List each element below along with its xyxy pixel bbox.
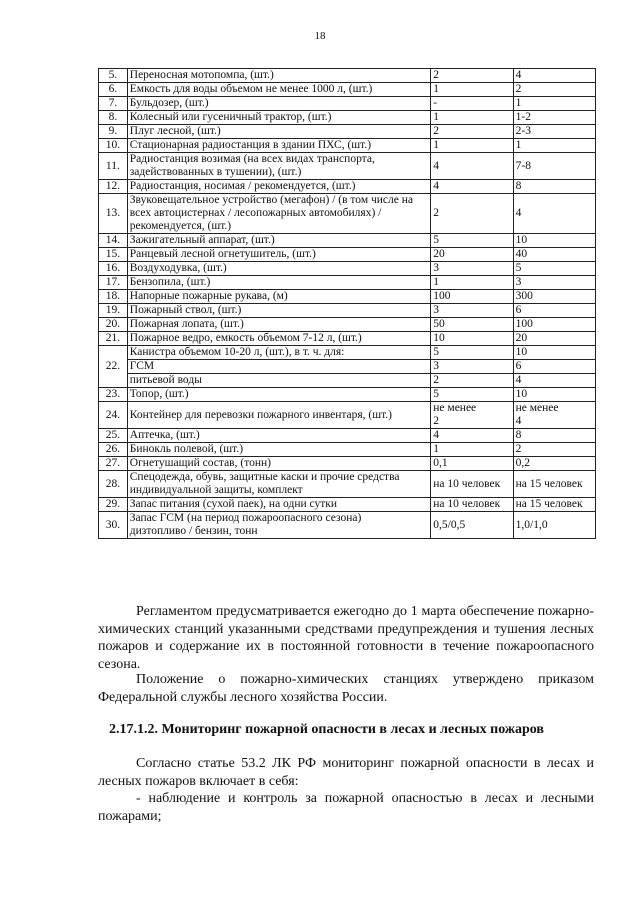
table-row <box>99 290 596 304</box>
value-recommended: 10 <box>513 346 595 360</box>
value-recommended: на 15 человек <box>513 498 595 512</box>
row-number: 19. <box>99 304 128 318</box>
table-row <box>99 457 596 471</box>
row-number: 21. <box>99 332 128 346</box>
row-number: 29. <box>99 498 128 512</box>
value-min <box>431 402 513 429</box>
value-recommended: 2-3 <box>513 125 595 139</box>
item-name: Стационарная радиостанция в здании ПХС, (шт.) <box>127 139 431 153</box>
paragraph-1 <box>98 603 594 673</box>
item-name: Колесный или гусеничный трактор, (шт.) <box>127 111 431 125</box>
table-row <box>99 248 596 262</box>
value-recommended: 8 <box>513 429 595 443</box>
table-row <box>99 276 596 290</box>
row-number: 26. <box>99 443 128 457</box>
value-recommended: 1-2 <box>513 111 595 125</box>
value-min-line-2: 2 <box>433 415 440 427</box>
value-min: 1 <box>431 276 513 290</box>
value-recommended: 10 <box>513 388 595 402</box>
value-min: 20 <box>431 248 513 262</box>
paragraph-2 <box>98 671 594 706</box>
value-recommended: 3 <box>513 276 595 290</box>
item-name: Звуковещательное устройство (мегафон) / (в том числе на всех автоцистернах / лесопожарных автомобилях) / рекомендуется, (шт.) <box>127 194 431 234</box>
page-number: 18 <box>314 30 326 42</box>
table-row <box>99 262 596 276</box>
table-row <box>99 194 596 234</box>
section-heading: 2.17.1.2. Мониторинг пожарной опасности в лесах и лесных пожаров <box>109 722 544 737</box>
table-row <box>99 111 596 125</box>
value-recommended: 10 <box>513 234 595 248</box>
item-name <box>127 512 431 539</box>
item-name-line-1: Запас ГСМ (на период пожароопасного сезона) <box>129 512 362 524</box>
value-min: 1 <box>431 111 513 125</box>
table-row <box>99 139 596 153</box>
value-recommended: 20 <box>513 332 595 346</box>
value-recommended: 6 <box>513 304 595 318</box>
value-recommended: 100 <box>513 318 595 332</box>
item-name: Бинокль полевой, (шт.) <box>127 443 431 457</box>
value-recommended: 2 <box>513 83 595 97</box>
row-number: 25. <box>99 429 128 443</box>
value-min: 1 <box>431 139 513 153</box>
table-row <box>99 346 596 360</box>
value-recommended: 1 <box>513 97 595 111</box>
row-number: 7. <box>99 97 128 111</box>
item-name: Радиостанция возимая (на всех видах транспорта, задействованных в тушении), (шт.) <box>127 153 431 180</box>
item-name: Топор, (шт.) <box>127 388 431 402</box>
row-number: 22. <box>99 346 128 388</box>
row-number: 16. <box>99 262 128 276</box>
value-recommended: 5 <box>513 262 595 276</box>
value-min: 0,1 <box>431 457 513 471</box>
value-min: 2 <box>431 374 513 388</box>
row-number: 20. <box>99 318 128 332</box>
value-recommended: 4 <box>513 374 595 388</box>
paragraph-4-text: - наблюдение и контроль за пожарной опасностью в лесах и лесными пожарами; <box>98 791 594 824</box>
value-min: 2 <box>431 69 513 83</box>
paragraph-2-text: Положение о пожарно-химических станциях утверждено приказом Федеральной службы лесного хозяйства России. <box>98 672 594 705</box>
table-row <box>99 443 596 457</box>
value-recommended-line-2: 4 <box>515 415 522 427</box>
item-name: Зажигательный аппарат, (шт.) <box>127 234 431 248</box>
item-name-line-2: дизтопливо / бензин, тонн <box>129 525 258 537</box>
value-recommended: 300 <box>513 290 595 304</box>
table-row <box>99 512 596 539</box>
value-recommended: 4 <box>513 194 595 234</box>
item-name: Пожарная лопата, (шт.) <box>127 318 431 332</box>
table-row <box>99 429 596 443</box>
item-name: Огнетушащий состав, (тонн) <box>127 457 431 471</box>
item-name: Бульдозер, (шт.) <box>127 97 431 111</box>
value-recommended <box>513 402 595 429</box>
row-number: 12. <box>99 180 128 194</box>
value-min: на 10 человек <box>431 498 513 512</box>
value-min: 2 <box>431 194 513 234</box>
value-min: 0,5/0,5 <box>431 512 513 539</box>
table-row <box>99 125 596 139</box>
row-number: 17. <box>99 276 128 290</box>
value-min: 4 <box>431 429 513 443</box>
paragraph-4 <box>98 790 594 825</box>
item-name: питьевой воды <box>127 374 431 388</box>
table-row <box>99 304 596 318</box>
value-min: 1 <box>431 443 513 457</box>
item-name: Переносная мотопомпа, (шт.) <box>127 69 431 83</box>
value-recommended: 1 <box>513 139 595 153</box>
value-recommended: 2 <box>513 443 595 457</box>
table-row <box>99 180 596 194</box>
item-name: Плуг лесной, (шт.) <box>127 125 431 139</box>
value-min: 3 <box>431 262 513 276</box>
item-name: Радиостанция, носимая / рекомендуется, (шт.) <box>127 180 431 194</box>
item-name: Спецодежда, обувь, защитные каски и прочие средства индивидуальной защиты, комплект <box>127 471 431 498</box>
row-number: 8. <box>99 111 128 125</box>
row-number: 6. <box>99 83 128 97</box>
paragraph-1-text: Регламентом предусматривается ежегодно до 1 марта обеспечение пожарно-химических станций указанными средствами предупреждения и тушения лесных пожаров и содержание их в постоянной готовности в течение пожароопасного сезона. <box>98 604 594 672</box>
item-name: ГСМ <box>127 360 431 374</box>
equipment-table <box>98 68 596 539</box>
table-row <box>99 83 596 97</box>
value-min: 100 <box>431 290 513 304</box>
table-row <box>99 402 596 429</box>
value-min: 3 <box>431 304 513 318</box>
value-min: 50 <box>431 318 513 332</box>
table-row <box>99 374 596 388</box>
table-row <box>99 69 596 83</box>
row-number: 27. <box>99 457 128 471</box>
value-min: 5 <box>431 234 513 248</box>
item-name: Бензопила, (шт.) <box>127 276 431 290</box>
item-name: Ранцевый лесной огнетушитель, (шт.) <box>127 248 431 262</box>
row-number: 13. <box>99 194 128 234</box>
item-name: Канистра объемом 10-20 л, (шт.), в т. ч. для: <box>127 346 431 360</box>
value-recommended: 0,2 <box>513 457 595 471</box>
table-row <box>99 153 596 180</box>
row-number: 23. <box>99 388 128 402</box>
table-row <box>99 97 596 111</box>
value-min: на 10 человек <box>431 471 513 498</box>
item-name: Емкость для воды объемом не менее 1000 л, (шт.) <box>127 83 431 97</box>
row-number: 18. <box>99 290 128 304</box>
table-row <box>99 498 596 512</box>
value-recommended: 4 <box>513 69 595 83</box>
item-name: Контейнер для перевозки пожарного инвентаря, (шт.) <box>127 402 431 429</box>
row-number: 28. <box>99 471 128 498</box>
table-row <box>99 360 596 374</box>
row-number: 11. <box>99 153 128 180</box>
item-name: Напорные пожарные рукава, (м) <box>127 290 431 304</box>
paragraph-3-text: Согласно статье 53.2 ЛК РФ мониторинг пожарной опасности в лесах и лесных пожаров включает в себя: <box>98 756 594 789</box>
row-number: 5. <box>99 69 128 83</box>
value-recommended: 6 <box>513 360 595 374</box>
paragraph-3 <box>98 755 594 790</box>
value-min: 10 <box>431 332 513 346</box>
value-min: 4 <box>431 180 513 194</box>
value-recommended-line-1: не менее <box>515 402 559 414</box>
value-min: 1 <box>431 83 513 97</box>
row-number: 14. <box>99 234 128 248</box>
item-name: Запас питания (сухой паек), на одни сутки <box>127 498 431 512</box>
value-min: 5 <box>431 388 513 402</box>
row-number: 9. <box>99 125 128 139</box>
value-min: 3 <box>431 360 513 374</box>
table-row <box>99 318 596 332</box>
value-min: - <box>431 97 513 111</box>
table-row <box>99 388 596 402</box>
equipment-table-body <box>99 69 596 539</box>
value-recommended: 1,0/1,0 <box>513 512 595 539</box>
table-row <box>99 234 596 248</box>
table-row <box>99 332 596 346</box>
value-min-line-1: не менее <box>433 402 477 414</box>
value-min: 4 <box>431 153 513 180</box>
item-name: Воздуходувка, (шт.) <box>127 262 431 276</box>
row-number: 24. <box>99 402 128 429</box>
row-number: 10. <box>99 139 128 153</box>
row-number: 15. <box>99 248 128 262</box>
item-name: Пожарный ствол, (шт.) <box>127 304 431 318</box>
row-number: 30. <box>99 512 128 539</box>
value-recommended: 7-8 <box>513 153 595 180</box>
table-row <box>99 471 596 498</box>
value-recommended: 8 <box>513 180 595 194</box>
value-min: 5 <box>431 346 513 360</box>
value-recommended: 40 <box>513 248 595 262</box>
item-name: Пожарное ведро, емкость объемом 7-12 л, (шт.) <box>127 332 431 346</box>
value-recommended: на 15 человек <box>513 471 595 498</box>
value-min: 2 <box>431 125 513 139</box>
item-name: Аптечка, (шт.) <box>127 429 431 443</box>
